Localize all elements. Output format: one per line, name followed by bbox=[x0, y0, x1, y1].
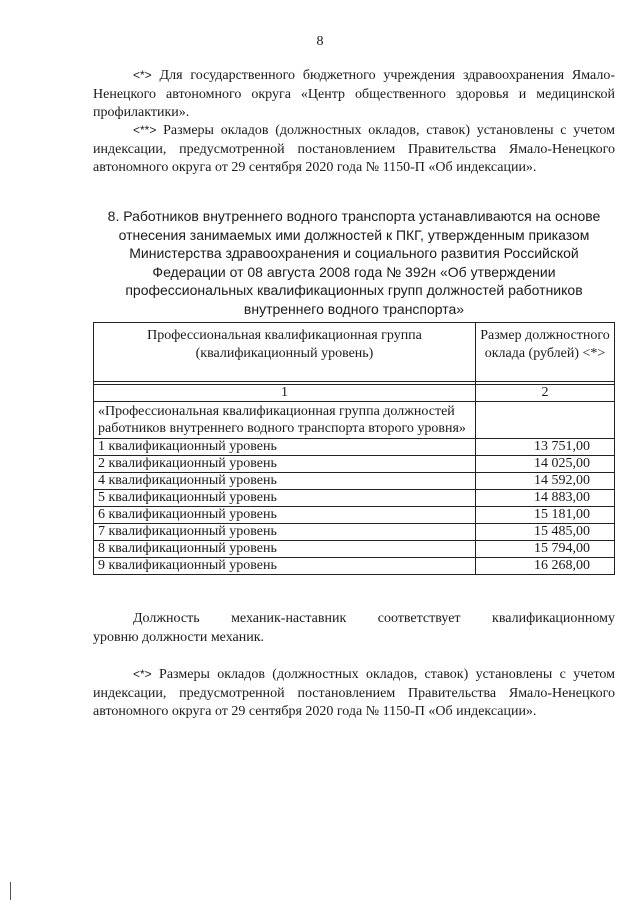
level-cell: 5 квалификационный уровень bbox=[94, 490, 476, 507]
section-heading: 8. Работников внутреннего водного транспорта устанавливаются на основе отнесения занимаемых ими должностей к ПКГ, утвержденным приказом Министерства здравоохранения и социального развития Российской Федерации от 08 августа 2008 года № 392н «Об утверждении профессиональных квалификационных групп должностей работников внутреннего водного транспорта» bbox=[107, 208, 601, 317]
level-cell: 4 квалификационный уровень bbox=[94, 473, 476, 490]
salary-table bbox=[93, 322, 615, 575]
table-row bbox=[94, 541, 615, 558]
footnote-bottom bbox=[93, 665, 615, 722]
level-cell: 8 квалификационный уровень bbox=[94, 541, 476, 558]
salary-cell: 15 794,00 bbox=[476, 541, 615, 558]
column-number: 1 bbox=[94, 385, 476, 402]
table-row bbox=[94, 558, 615, 575]
footnote-mark: <*> bbox=[133, 667, 152, 681]
group-title-empty bbox=[476, 402, 615, 439]
salary-cell: 13 751,00 bbox=[476, 439, 615, 456]
note-first-line: Должность механик-наставник соответствует квалификационному bbox=[133, 611, 615, 626]
table-row bbox=[94, 456, 615, 473]
footnote-star bbox=[93, 66, 615, 123]
salary-cell: 14 025,00 bbox=[476, 456, 615, 473]
level-cell: 9 квалификационный уровень bbox=[94, 558, 476, 575]
column-number: 2 bbox=[476, 385, 615, 402]
note-rest: уровню должности механик. bbox=[93, 629, 265, 645]
table-row bbox=[94, 439, 615, 456]
salary-cell: 15 181,00 bbox=[476, 507, 615, 524]
note-paragraph bbox=[93, 610, 615, 647]
footnote-mark: <**> bbox=[133, 123, 157, 137]
salary-cell: 14 592,00 bbox=[476, 473, 615, 490]
table-header-group: Профессиональная квалификационная группа (квалификационный уровень) bbox=[94, 323, 476, 382]
salary-cell: 16 268,00 bbox=[476, 558, 615, 575]
salary-cell: 14 883,00 bbox=[476, 490, 615, 507]
level-cell: 6 квалификационный уровень bbox=[94, 507, 476, 524]
page-number: 8 bbox=[316, 34, 324, 49]
scan-edge-mark bbox=[10, 882, 11, 900]
footnote-text: Размеры окладов (должностных окладов, ставок) установлены с учетом индексации, предусмотренной постановлением Правительства Ямало-Ненецкого автономного округа от 29 сентября 2020 года № 1150-П «Об индексации». bbox=[93, 123, 615, 175]
table-row bbox=[94, 490, 615, 507]
footnote-mark: <*> bbox=[133, 68, 152, 82]
footnote-text: Размеры окладов (должностных окладов, ставок) установлены с учетом индексации, предусмотренной постановлением Правительства Ямало-Ненецкого автономного округа от 29 сентября 2020 года № 1150-П «Об индексации». bbox=[93, 667, 616, 719]
table-row bbox=[94, 524, 615, 541]
table-header-salary: Размер должностного оклада (рублей) <*> bbox=[476, 323, 615, 382]
level-cell: 7 квалификационный уровень bbox=[94, 524, 476, 541]
group-title: «Профессиональная квалификационная группа должностей работников внутреннего водного транспорта второго уровня» bbox=[94, 402, 476, 439]
level-cell: 2 квалификационный уровень bbox=[94, 456, 476, 473]
level-cell: 1 квалификационный уровень bbox=[94, 439, 476, 456]
table-row bbox=[94, 507, 615, 524]
salary-cell: 15 485,00 bbox=[476, 524, 615, 541]
footnote-double-star bbox=[93, 121, 615, 178]
table-row bbox=[94, 473, 615, 490]
footnote-text: Для государственного бюджетного учреждения здравоохранения Ямало-Ненецкого автономного округа «Центр общественного здоровья и медицинской профилактики». bbox=[93, 68, 615, 120]
